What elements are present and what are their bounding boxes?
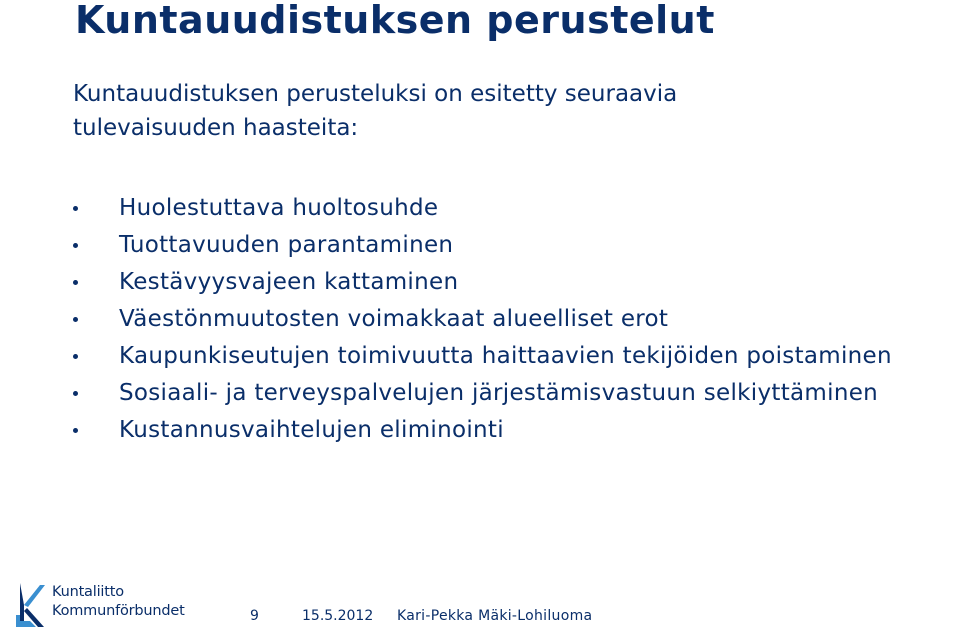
kuntaliitto-logo bbox=[14, 581, 214, 633]
bullet-dot-icon bbox=[73, 391, 78, 396]
bullet-item bbox=[73, 414, 933, 447]
bullet-text: Huolestuttava huoltosuhde bbox=[119, 195, 439, 221]
bullet-dot-icon bbox=[73, 428, 78, 433]
footer-date: 15.5.2012 bbox=[302, 608, 374, 624]
bullet-dot-icon bbox=[73, 243, 78, 248]
bullet-item bbox=[73, 340, 933, 373]
bullet-text: Väestönmuutosten voimakkaat alueelliset erot bbox=[119, 306, 669, 332]
bullet-item bbox=[73, 303, 933, 336]
bullet-dot-icon bbox=[73, 280, 78, 285]
bullet-text: Kustannusvaihtelujen eliminointi bbox=[119, 417, 504, 443]
bullet-item bbox=[73, 192, 933, 225]
page-number: 9 bbox=[250, 608, 259, 624]
footer-author: Kari-Pekka Mäki-Lohiluoma bbox=[397, 608, 593, 624]
bullet-item bbox=[73, 229, 933, 262]
bullet-text: Kaupunkiseutujen toimivuutta haittaavien tekijöiden poistaminen bbox=[119, 343, 892, 369]
intro-text: Kuntauudistuksen perusteluksi on esitetty seuraavia tulevaisuuden haasteita: bbox=[73, 81, 678, 141]
bullet-text: Kestävyysvajeen kattaminen bbox=[119, 269, 459, 295]
bullet-list bbox=[73, 192, 933, 451]
bullet-dot-icon bbox=[73, 206, 78, 211]
bullet-item bbox=[73, 266, 933, 299]
bullet-dot-icon bbox=[73, 354, 78, 359]
slide-title: Kuntauudistuksen perustelut bbox=[75, 0, 715, 42]
bullet-text: Tuottavuuden parantaminen bbox=[119, 232, 454, 258]
kuntaliitto-logo-icon bbox=[14, 581, 48, 629]
logo-line1: Kuntaliitto bbox=[52, 584, 124, 600]
bullet-item bbox=[73, 377, 933, 410]
bullet-dot-icon bbox=[73, 317, 78, 322]
bullet-text: Sosiaali- ja terveyspalvelujen järjestämisvastuun selkiyttäminen bbox=[119, 380, 879, 406]
slide-footer bbox=[0, 575, 960, 642]
logo-line2: Kommunförbundet bbox=[52, 603, 185, 619]
